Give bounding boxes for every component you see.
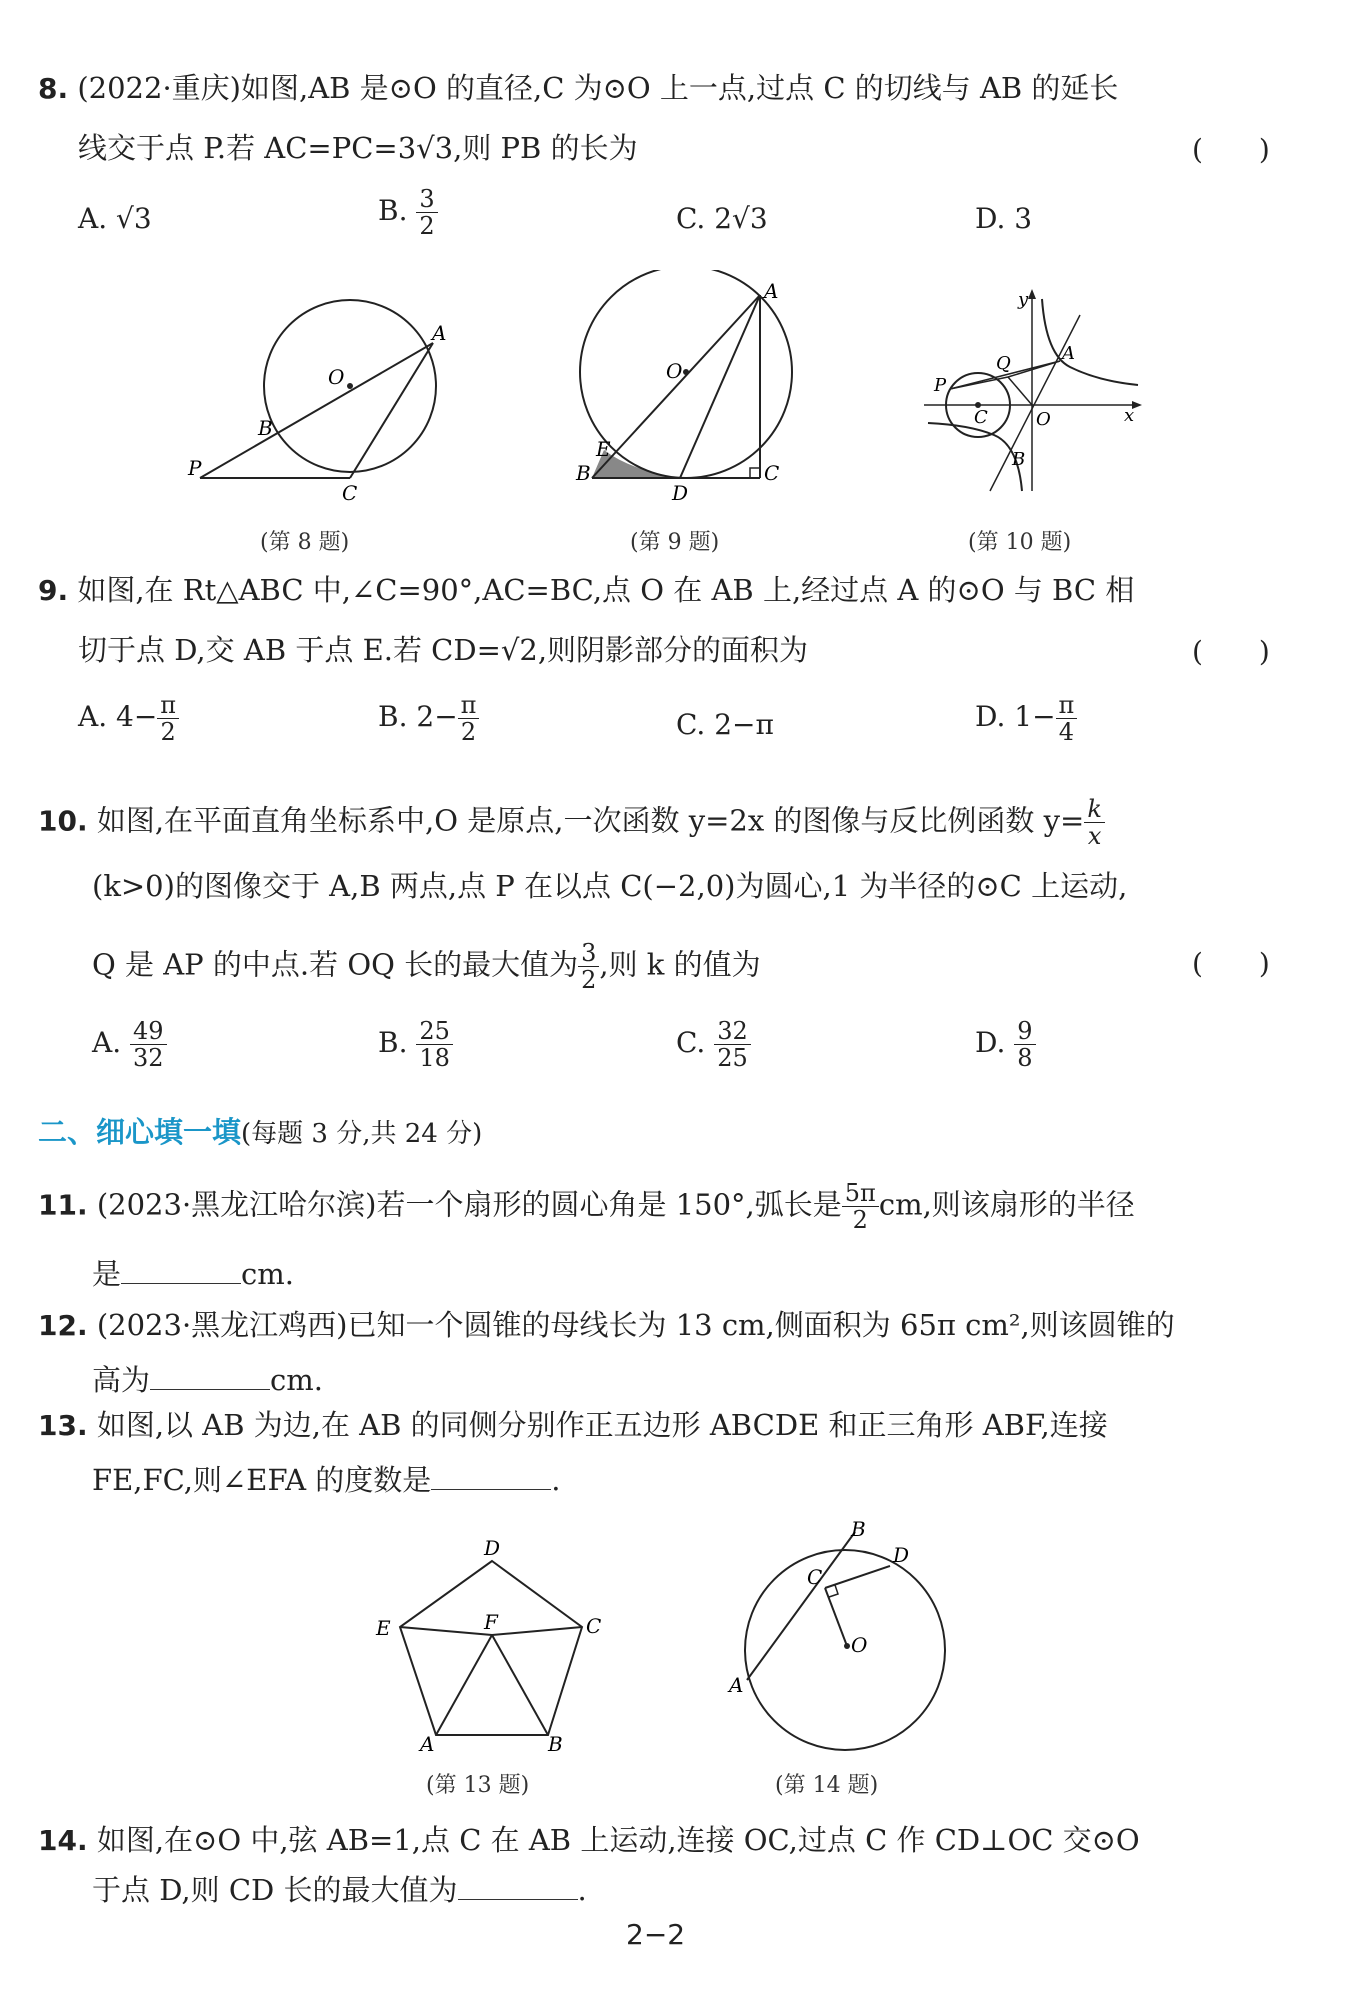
q11-arc-fraction [842, 1180, 879, 1233]
fraction-numerator: π [157, 692, 179, 719]
fig8-label-O: O [328, 365, 345, 389]
q9-option-a [78, 692, 179, 745]
q9-option-b [378, 692, 479, 745]
q10-text-2: (k>0)的图像交于 A,B 两点,点 P 在以点 C(−2,0)为圆心,1 为半径的⊙C 上运动, [92, 869, 1128, 903]
q11-line2 [92, 1254, 294, 1294]
q8-text-2: 线交于点 P.若 AC=PC=3√3,则 PB 的长为 [78, 131, 638, 165]
fraction-denominator: 2 [581, 966, 597, 994]
fig8-label-B: B [258, 416, 273, 440]
q10-option-d-fraction [1014, 1018, 1035, 1071]
q14-text-2a: 于点 D,则 CD 长的最大值为 [92, 1873, 458, 1907]
fraction-numerator: 5π [842, 1180, 879, 1207]
q9-line1 [38, 570, 1134, 611]
fig10-label-Q: Q [996, 353, 1011, 374]
q10-line3 [92, 940, 761, 993]
q13-answer-blank[interactable] [431, 1461, 551, 1490]
q10-option-c [676, 1018, 751, 1071]
figure-8-caption: (第 8 题) [260, 530, 350, 555]
fraction-denominator: 18 [419, 1044, 450, 1072]
figure-8 [180, 270, 460, 510]
q8-option-b-fraction [416, 186, 437, 239]
fig10-label-C: C [974, 407, 988, 428]
fig14-label-A: A [729, 1673, 744, 1697]
q12-text-1: (2023·黑龙江鸡西)已知一个圆锥的母线长为 13 cm,侧面积为 65π cm²,则该圆锥的 [96, 1308, 1175, 1342]
q14-number: 14. [38, 1824, 88, 1857]
fig10-label-O: O [1036, 409, 1051, 430]
fig13-label-A: A [420, 1732, 435, 1755]
figure-14-caption: (第 14 题) [775, 1773, 879, 1798]
figure-9-caption: (第 9 题) [630, 530, 720, 555]
fig10-label-B: B [1012, 449, 1026, 470]
q12-text-2b: cm. [270, 1363, 323, 1397]
fraction-denominator: 2 [160, 718, 176, 746]
q8-option-b-label: B. [378, 194, 408, 227]
fraction-numerator: 49 [130, 1018, 167, 1045]
q14-text-1: 如图,在⊙O 中,弦 AB=1,点 C 在 AB 上运动,连接 OC,过点 C 作 CD⊥OC 交⊙O [96, 1823, 1140, 1857]
q12-answer-blank[interactable] [150, 1361, 270, 1390]
q8-text-1: (2022·重庆)如图,AB 是⊙O 的直径,C 为⊙O 上一点,过点 C 的切线与 AB 的延长 [77, 71, 1119, 105]
q9-option-b-fraction [458, 692, 480, 745]
q10-number: 10. [38, 804, 88, 838]
fig14-label-B: B [851, 1520, 866, 1541]
fig10-label-A: A [1062, 343, 1075, 364]
q9-option-d [975, 692, 1077, 745]
fig14-label-D: D [893, 1543, 910, 1567]
q9-option-b-label: B. 2− [378, 700, 458, 733]
q10-answer-paren: ( ) [1192, 947, 1270, 980]
q8-option-b [378, 186, 438, 239]
q10-option-b-label: B. [378, 1026, 408, 1059]
q8-option-c: C. 2√3 [676, 202, 768, 235]
q14-text-2b: . [577, 1873, 587, 1907]
q14-line2 [92, 1870, 587, 1910]
q10-text-3a: Q 是 AP 的中点.若 OQ 长的最大值为 [92, 947, 579, 982]
q10-option-a [92, 1018, 167, 1071]
section-2-note: (每题 3 分,共 24 分) [241, 1119, 483, 1149]
q11-line1 [38, 1180, 1135, 1233]
q11-text-1b: cm,则该扇形的半径 [878, 1187, 1135, 1222]
q13-text-2a: FE,FC,则∠EFA 的度数是 [92, 1463, 432, 1497]
q13-line1 [38, 1405, 1108, 1446]
q13-number: 13. [38, 1409, 88, 1442]
fig13-label-D: D [484, 1536, 501, 1560]
q8-option-d: D. 3 [975, 202, 1033, 235]
figure-14 [725, 1520, 965, 1760]
section-2-title: 二、细心填一填 [38, 1115, 242, 1149]
q10-option-a-label: A. [92, 1026, 122, 1059]
fig9-label-E: E [596, 437, 611, 461]
q10-text-3b: ,则 k 的值为 [599, 947, 761, 982]
fig9-label-A: A [764, 279, 779, 303]
q9-option-d-label: D. 1− [975, 700, 1056, 733]
q13-text-1: 如图,以 AB 为边,在 AB 的同侧分别作正五边形 ABCDE 和正三角形 ABF,连接 [96, 1408, 1108, 1442]
fraction-numerator: k [1084, 796, 1105, 823]
fraction-denominator: 8 [1017, 1044, 1033, 1072]
figure-10-caption: (第 10 题) [968, 530, 1072, 555]
fig8-label-A: A [432, 321, 447, 345]
fraction-numerator: 25 [416, 1018, 453, 1045]
fig14-label-O: O [851, 1633, 868, 1657]
q9-option-a-fraction [157, 692, 179, 745]
fraction-numerator: 32 [714, 1018, 751, 1045]
q9-number: 9. [38, 574, 69, 607]
q12-line1 [38, 1305, 1175, 1346]
figure-13-caption: (第 13 题) [426, 1773, 530, 1798]
q10-text-1: 如图,在平面直角坐标系中,O 是原点,一次函数 y=2x 的图像与反比例函数 y= [96, 803, 1085, 838]
q13-line2 [92, 1460, 560, 1500]
q8-option-a: A. √3 [78, 202, 152, 235]
q13-text-2b: . [551, 1463, 561, 1497]
q10-kx-fraction [1084, 796, 1105, 849]
q11-text-2b: cm. [241, 1257, 294, 1291]
q10-option-b [378, 1018, 453, 1071]
q10-option-d-label: D. [975, 1026, 1006, 1059]
q11-answer-blank[interactable] [121, 1255, 241, 1284]
fig10-label-y: y [1018, 289, 1029, 310]
q9-option-a-label: A. 4− [78, 700, 158, 733]
q9-text-1: 如图,在 Rt△ABC 中,∠C=90°,AC=BC,点 O 在 AB 上,经过点 A 的⊙O 与 BC 相 [77, 573, 1135, 607]
q12-text-2a: 高为 [92, 1363, 151, 1397]
q12-number: 12. [38, 1309, 88, 1342]
q10-option-c-fraction [714, 1018, 751, 1071]
fig9-label-O: O [666, 359, 683, 383]
q12-line2 [92, 1360, 323, 1400]
q14-line1 [38, 1820, 1140, 1861]
q10-max-fraction [578, 940, 599, 993]
q11-text-1a: (2023·黑龙江哈尔滨)若一个扇形的圆心角是 150°,弧长是 [96, 1187, 842, 1222]
fig13-label-E: E [376, 1616, 391, 1640]
figure-9 [560, 270, 820, 510]
q10-option-d [975, 1018, 1036, 1071]
q11-number: 11. [38, 1188, 88, 1222]
q8-number: 8. [38, 72, 69, 105]
section-2-heading [38, 1110, 482, 1151]
q9-option-d-fraction [1056, 692, 1078, 745]
fig13-label-F: F [484, 1610, 498, 1634]
q10-option-a-fraction [130, 1018, 167, 1071]
q10-option-c-label: C. [676, 1026, 706, 1059]
fraction-numerator: 3 [416, 186, 437, 213]
fig14-label-C: C [807, 1565, 823, 1589]
q10-line1 [38, 796, 1105, 849]
q8-answer-paren: ( ) [1192, 133, 1270, 166]
fraction-denominator: 2 [419, 212, 435, 240]
fig9-label-B: B [576, 461, 591, 485]
fig9-label-D: D [672, 481, 689, 505]
fraction-denominator: x [1087, 822, 1102, 850]
fraction-denominator: 25 [717, 1044, 748, 1072]
fraction-numerator: π [458, 692, 480, 719]
fig9-label-C: C [764, 461, 780, 485]
fraction-numerator: 3 [578, 940, 599, 967]
q14-answer-blank[interactable] [458, 1871, 578, 1900]
fraction-denominator: 2 [460, 718, 477, 746]
fig10-label-P: P [934, 375, 947, 396]
fig13-label-B: B [548, 1732, 563, 1755]
q10-option-b-fraction [416, 1018, 453, 1071]
fraction-numerator: 9 [1014, 1018, 1035, 1045]
fraction-denominator: 4 [1058, 718, 1075, 746]
fig10-label-x: x [1124, 405, 1135, 426]
figure-10 [920, 285, 1150, 500]
page-number: 2−2 [626, 1918, 686, 1951]
fig8-label-P: P [188, 456, 202, 480]
q8-line1 [38, 68, 1118, 109]
q11-text-2a: 是 [92, 1257, 122, 1291]
fig13-label-C: C [586, 1614, 602, 1638]
fraction-numerator: π [1056, 692, 1078, 719]
fraction-denominator: 32 [133, 1044, 164, 1072]
q9-answer-paren: ( ) [1192, 635, 1270, 668]
fig8-label-C: C [342, 481, 358, 505]
q9-text-2: 切于点 D,交 AB 于点 E.若 CD=√2,则阴影部分的面积为 [78, 633, 809, 667]
q9-option-c: C. 2−π [676, 708, 774, 741]
figure-13 [370, 1535, 610, 1755]
fraction-denominator: 2 [852, 1206, 868, 1234]
